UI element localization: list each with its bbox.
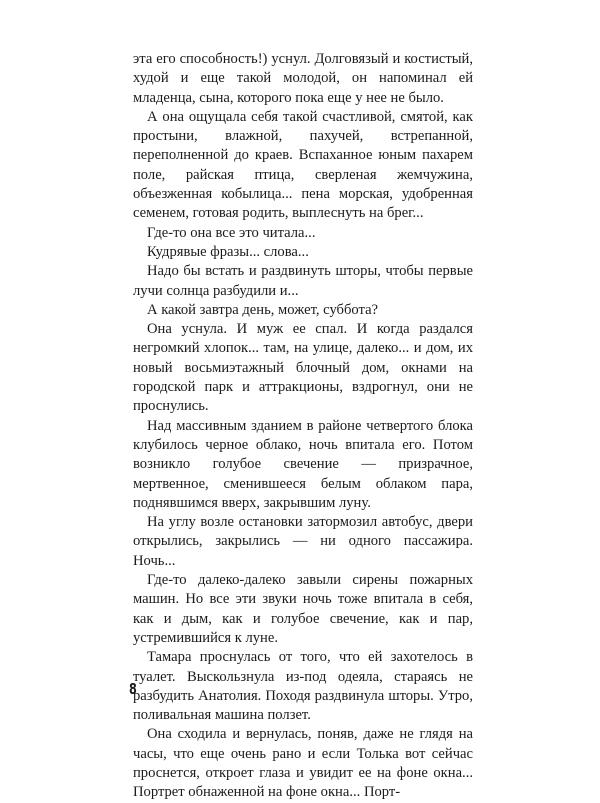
- paragraph: Над массивным зданием в районе четвертого блока клубилось черное облако, ночь впитала его. Потом возникло голубое свечение — призрачное, мертвенное, сменившееся белым облаком пара, поднявшимся вверх, закрывшим луну.: [133, 417, 473, 511]
- paragraph: Где-то далеко-далеко завыли сирены пожарных машин. Но все эти звуки ночь тоже впитала в себя, как и дым, как и голубое свечение, как и пар, устремившийся к луне.: [133, 572, 473, 646]
- body-text: [133, 50, 473, 803]
- paragraph: Тамара проснулась от того, что ей захотелось в туалет. Выскользнула из-под одеяла, стараясь не разбудить Анатолия. Походя раздвинула шторы. Утро, поливальная машина ползет.: [133, 649, 473, 724]
- page-number: 8: [129, 680, 137, 698]
- paragraph: А она ощущала себя такой счастливой, смятой, как простыни, влажной, пахучей, встрепанной, переполненной до краев. Вспаханное юным пахарем поле, райская птица, сверленая жемчужина, объезженная кобылица... пена морская, удобренная семенем, готовая родить, выплеснуть на брег...: [133, 108, 473, 222]
- paragraph: Где-то она все это читала...: [147, 224, 316, 241]
- paragraph: эта его способность!) уснул. Долговязый и костистый, худой и еще такой молодой, он напоминал ей младенца, сына, которого пока еще у нее не было.: [133, 51, 473, 106]
- paragraph: Надо бы встать и раздвинуть шторы, чтобы первые лучи солнца разбудили и...: [133, 263, 473, 299]
- paragraph: Кудрявые фразы... слова...: [147, 243, 309, 260]
- paragraph: На углу возле остановки затормозил автобус, двери открылись, закрылись — ни одного пассажира. Ночь...: [133, 514, 473, 569]
- paragraph: Она уснула. И муж ее спал. И когда раздался негромкий хлопок... там, на улице, далеко... и дом, их новый восьмиэтажный блочный дом, окнами на городской парк и аттракционы, вздрогнул, они не проснулись.: [133, 321, 473, 415]
- paragraph: А какой завтра день, может, суббота?: [147, 301, 379, 318]
- paragraph: Она сходила и вернулась, поняв, даже не глядя на часы, что еще очень рано и если Толька вот сейчас проснется, откроет глаза и увидит ее на фоне окна... Портрет обнаженной на фоне окна... Порт-: [133, 726, 473, 801]
